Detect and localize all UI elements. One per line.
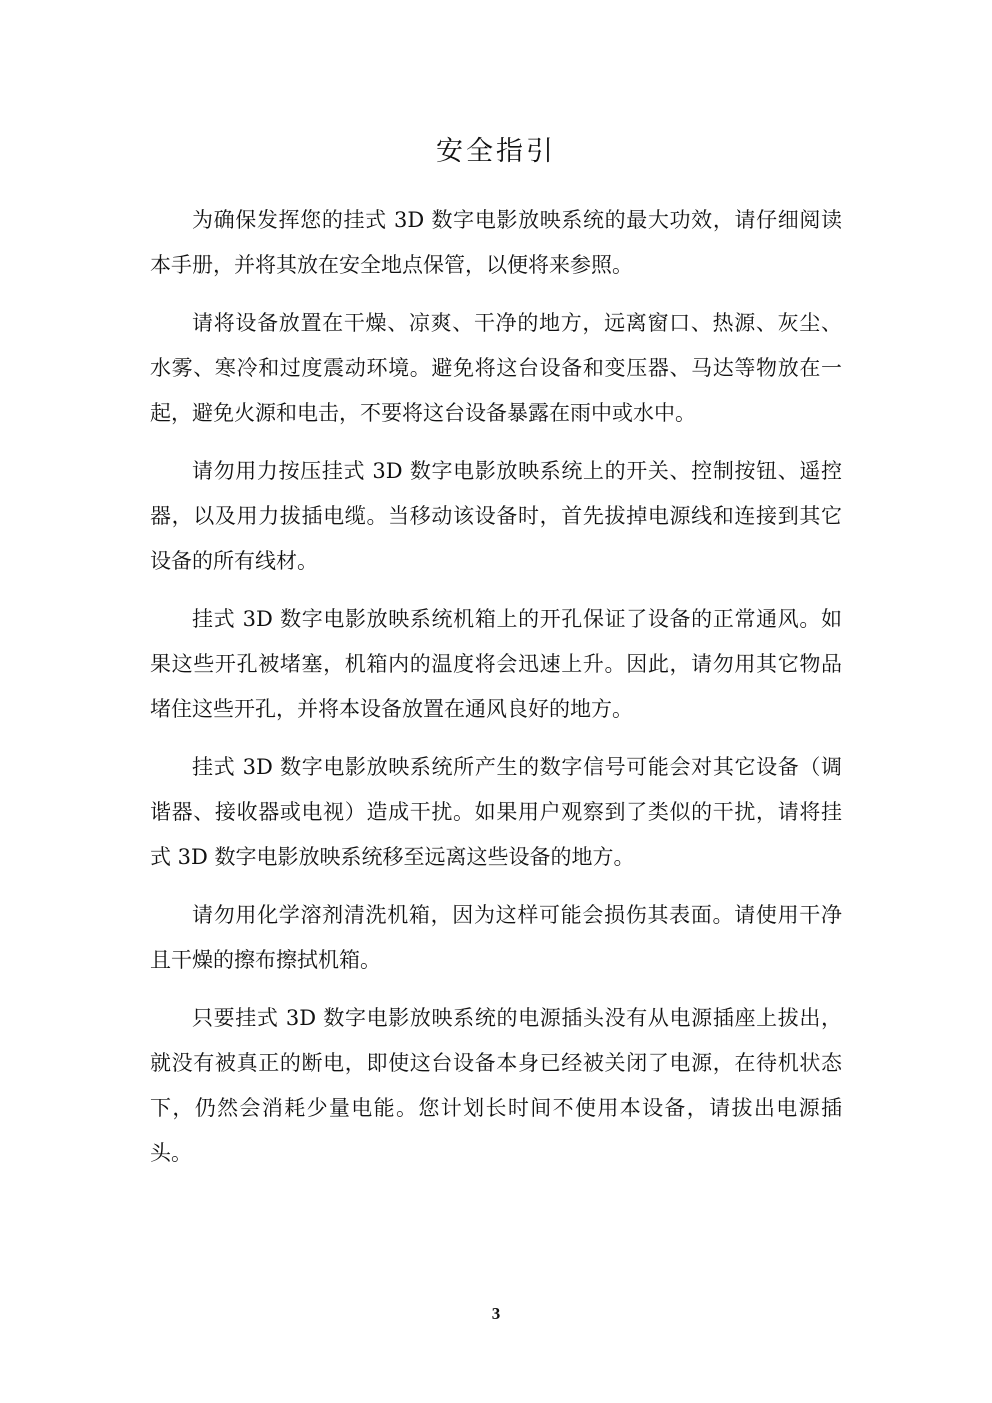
page-title: 安全指引: [436, 136, 556, 167]
paragraph-intro: 为确保发挥您的挂式 3D 数字电影放映系统的最大功效，请仔细阅读本手册，并将其放在安全地点保管，以便将来参照。: [150, 208, 842, 277]
paragraph-power: 只要挂式 3D 数字电影放映系统的电源插头没有从电源插座上拔出，就没有被真正的断电，即使这台设备本身已经被关闭了电源，在待机状态下，仍然会消耗少量电能。您计划长时间不使用本设备，请拔出电源插头。: [150, 1006, 842, 1165]
paragraph-ventilation: 挂式 3D 数字电影放映系统机箱上的开孔保证了设备的正常通风。如果这些开孔被堵塞，机箱内的温度将会迅速上升。因此，请勿用其它物品堵住这些开孔，并将本设备放置在通风良好的地方。: [150, 607, 842, 721]
body-text: [150, 198, 842, 1189]
paragraph-handling: 请勿用力按压挂式 3D 数字电影放映系统上的开关、控制按钮、遥控器，以及用力拔插电缆。当移动该设备时，首先拔掉电源线和连接到其它设备的所有线材。: [150, 459, 842, 573]
paragraph-placement: 请将设备放置在干燥、凉爽、干净的地方，远离窗口、热源、灰尘、水雾、寒冷和过度震动环境。避免将这台设备和变压器、马达等物放在一起，避免火源和电击，不要将这台设备暴露在雨中或水中。: [150, 311, 842, 425]
page-number: 3: [491, 1304, 501, 1323]
paragraph-interference: 挂式 3D 数字电影放映系统所产生的数字信号可能会对其它设备（调谐器、接收器或电视）造成干扰。如果用户观察到了类似的干扰，请将挂式 3D 数字电影放映系统移至远离这些设备的地方。: [150, 755, 842, 869]
paragraph-cleaning: 请勿用化学溶剂清洗机箱，因为这样可能会损伤其表面。请使用干净且干燥的擦布擦拭机箱。: [150, 903, 842, 972]
